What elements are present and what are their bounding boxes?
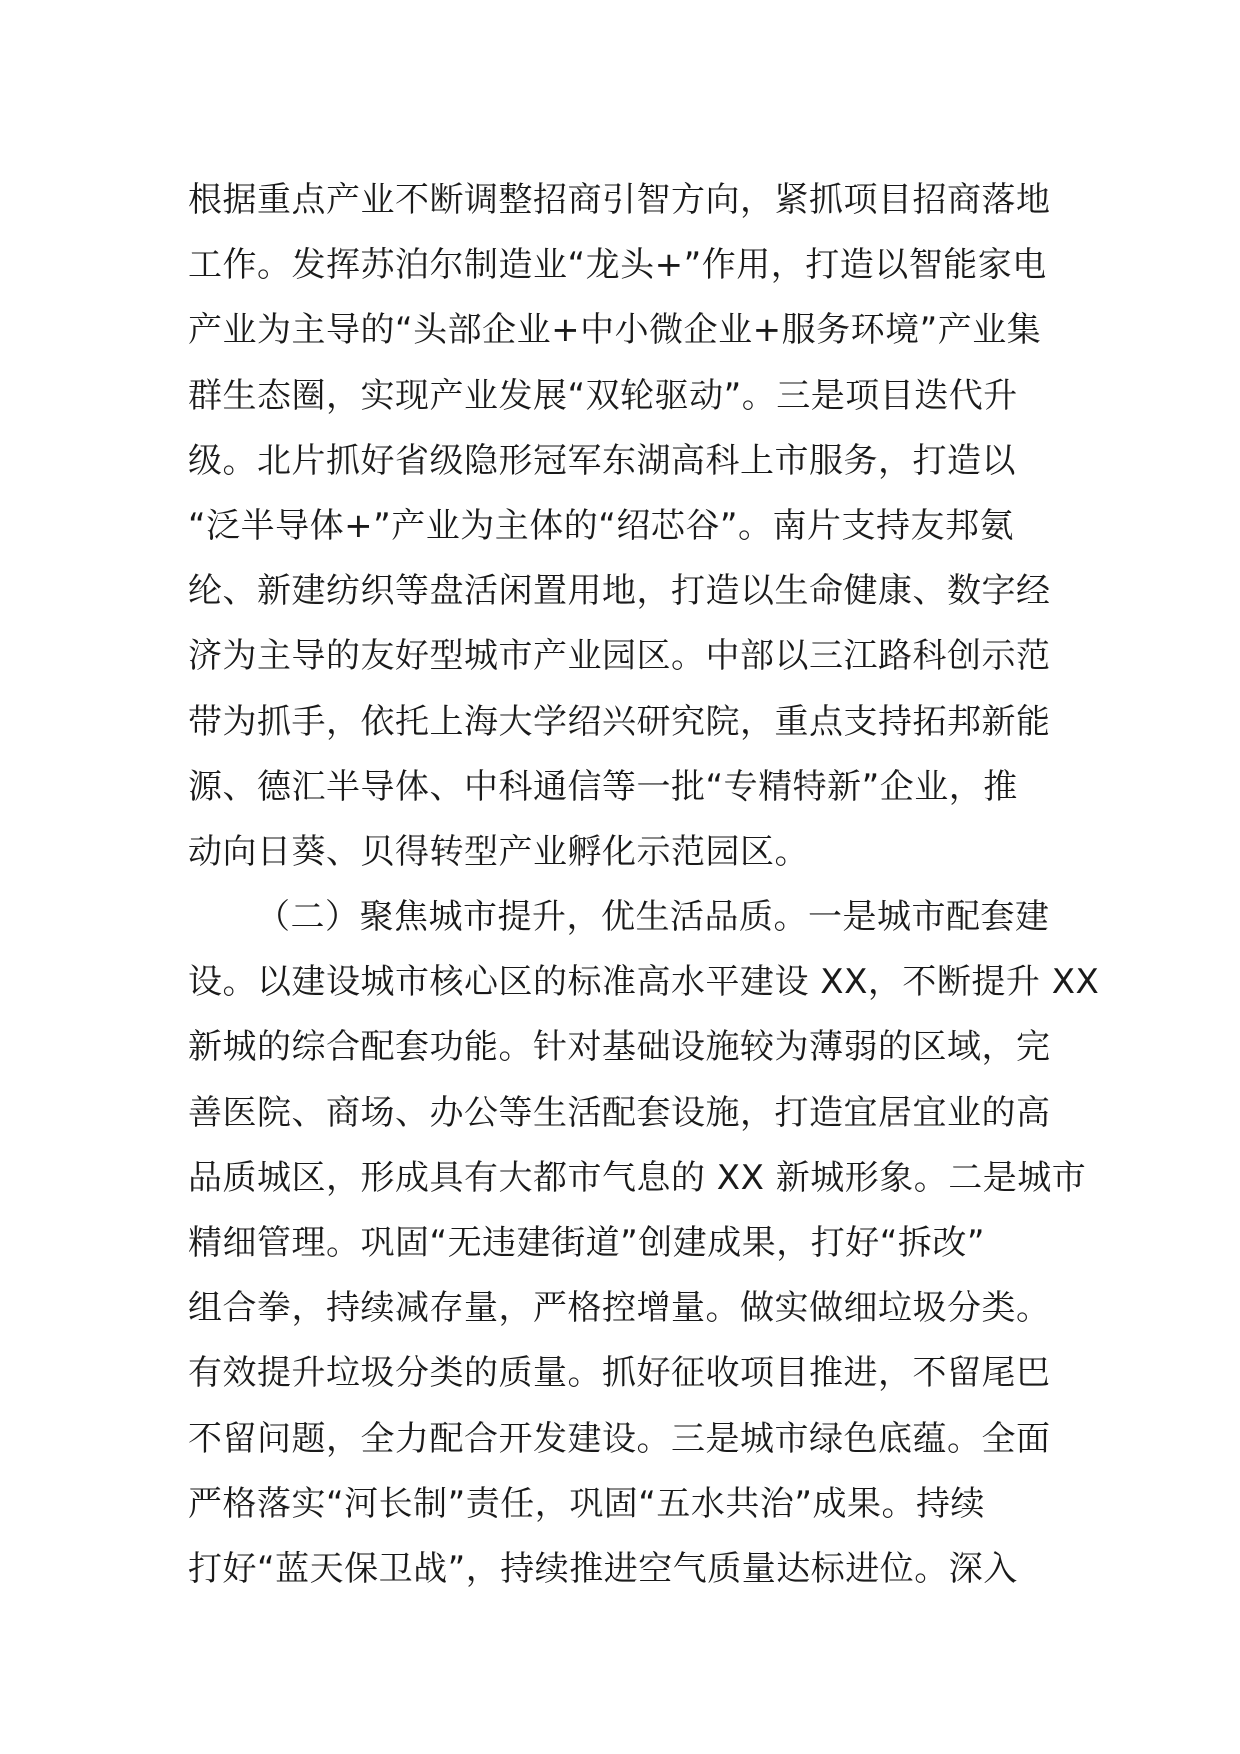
text-line: 严格落实“河长制”责任，巩固“五水共治”成果。持续 bbox=[188, 1483, 985, 1524]
text-line: 工作。发挥苏泊尔制造业“龙头+”作用，打造以智能家电 bbox=[188, 245, 1047, 286]
text-line: 打好“蓝天保卫战”，持续推进空气质量达标进位。深入 bbox=[188, 1548, 1018, 1589]
text-line: 善医院、商场、办公等生活配套设施，打造宜居宜业的高 bbox=[188, 1092, 1051, 1133]
text-line: 济为主导的友好型城市产业园区。中部以三江路科创示范 bbox=[188, 636, 1051, 677]
text-line: 有效提升垃圾分类的质量。抓好征收项目推进，不留尾巴 bbox=[188, 1353, 1051, 1394]
text-line: 级。北片抓好省级隐形冠军东湖高科上市服务，打造以 bbox=[188, 440, 1016, 481]
text-line: 带为抓手，依托上海大学绍兴研究院，重点支持拓邦新能 bbox=[188, 701, 1051, 742]
text-line: “泛半导体+”产业为主体的“绍芯谷”。南片支持友邦氨 bbox=[188, 505, 1014, 546]
text-line: 群生态圈，实现产业发展“双轮驱动”。三是项目迭代升 bbox=[188, 375, 1018, 416]
text-line: 品质城区，形成具有大都市气息的 XX 新城形象。二是城市 bbox=[188, 1157, 1087, 1198]
text-line: 产业为主导的“头部企业+中小微企业+服务环境”产业集 bbox=[188, 310, 1042, 351]
text-line: 精细管理。巩固“无违建街道”创建成果，打好“拆改” bbox=[188, 1223, 985, 1263]
text-line: 新城的综合配套功能。针对基础设施较为薄弱的区域，完 bbox=[188, 1027, 1051, 1068]
text-line: 根据重点产业不断调整招商引智方向，紧抓项目招商落地 bbox=[188, 180, 1051, 220]
text-line: 源、德汇半导体、中科通信等一批“专精特新”企业，推 bbox=[188, 766, 1018, 807]
text-line: 不留问题，全力配合开发建设。三是城市绿色底蕴。全面 bbox=[188, 1418, 1051, 1459]
body-text bbox=[188, 168, 1100, 1602]
text-line: 动向日葵、贝得转型产业孵化示范园区。 bbox=[188, 831, 809, 872]
text-line: 设。以建设城市核心区的标准高水平建设 XX，不断提升 XX bbox=[188, 962, 1100, 1003]
text-line: 纶、新建纺织等盘活闲置用地，打造以生命健康、数字经 bbox=[188, 571, 1051, 612]
text-line: 组合拳，持续减存量，严格控增量。做实做细垃圾分类。 bbox=[188, 1288, 1051, 1329]
section-heading-line: （二）聚焦城市提升，优生活品质。一是城市配套建 bbox=[256, 897, 1050, 938]
